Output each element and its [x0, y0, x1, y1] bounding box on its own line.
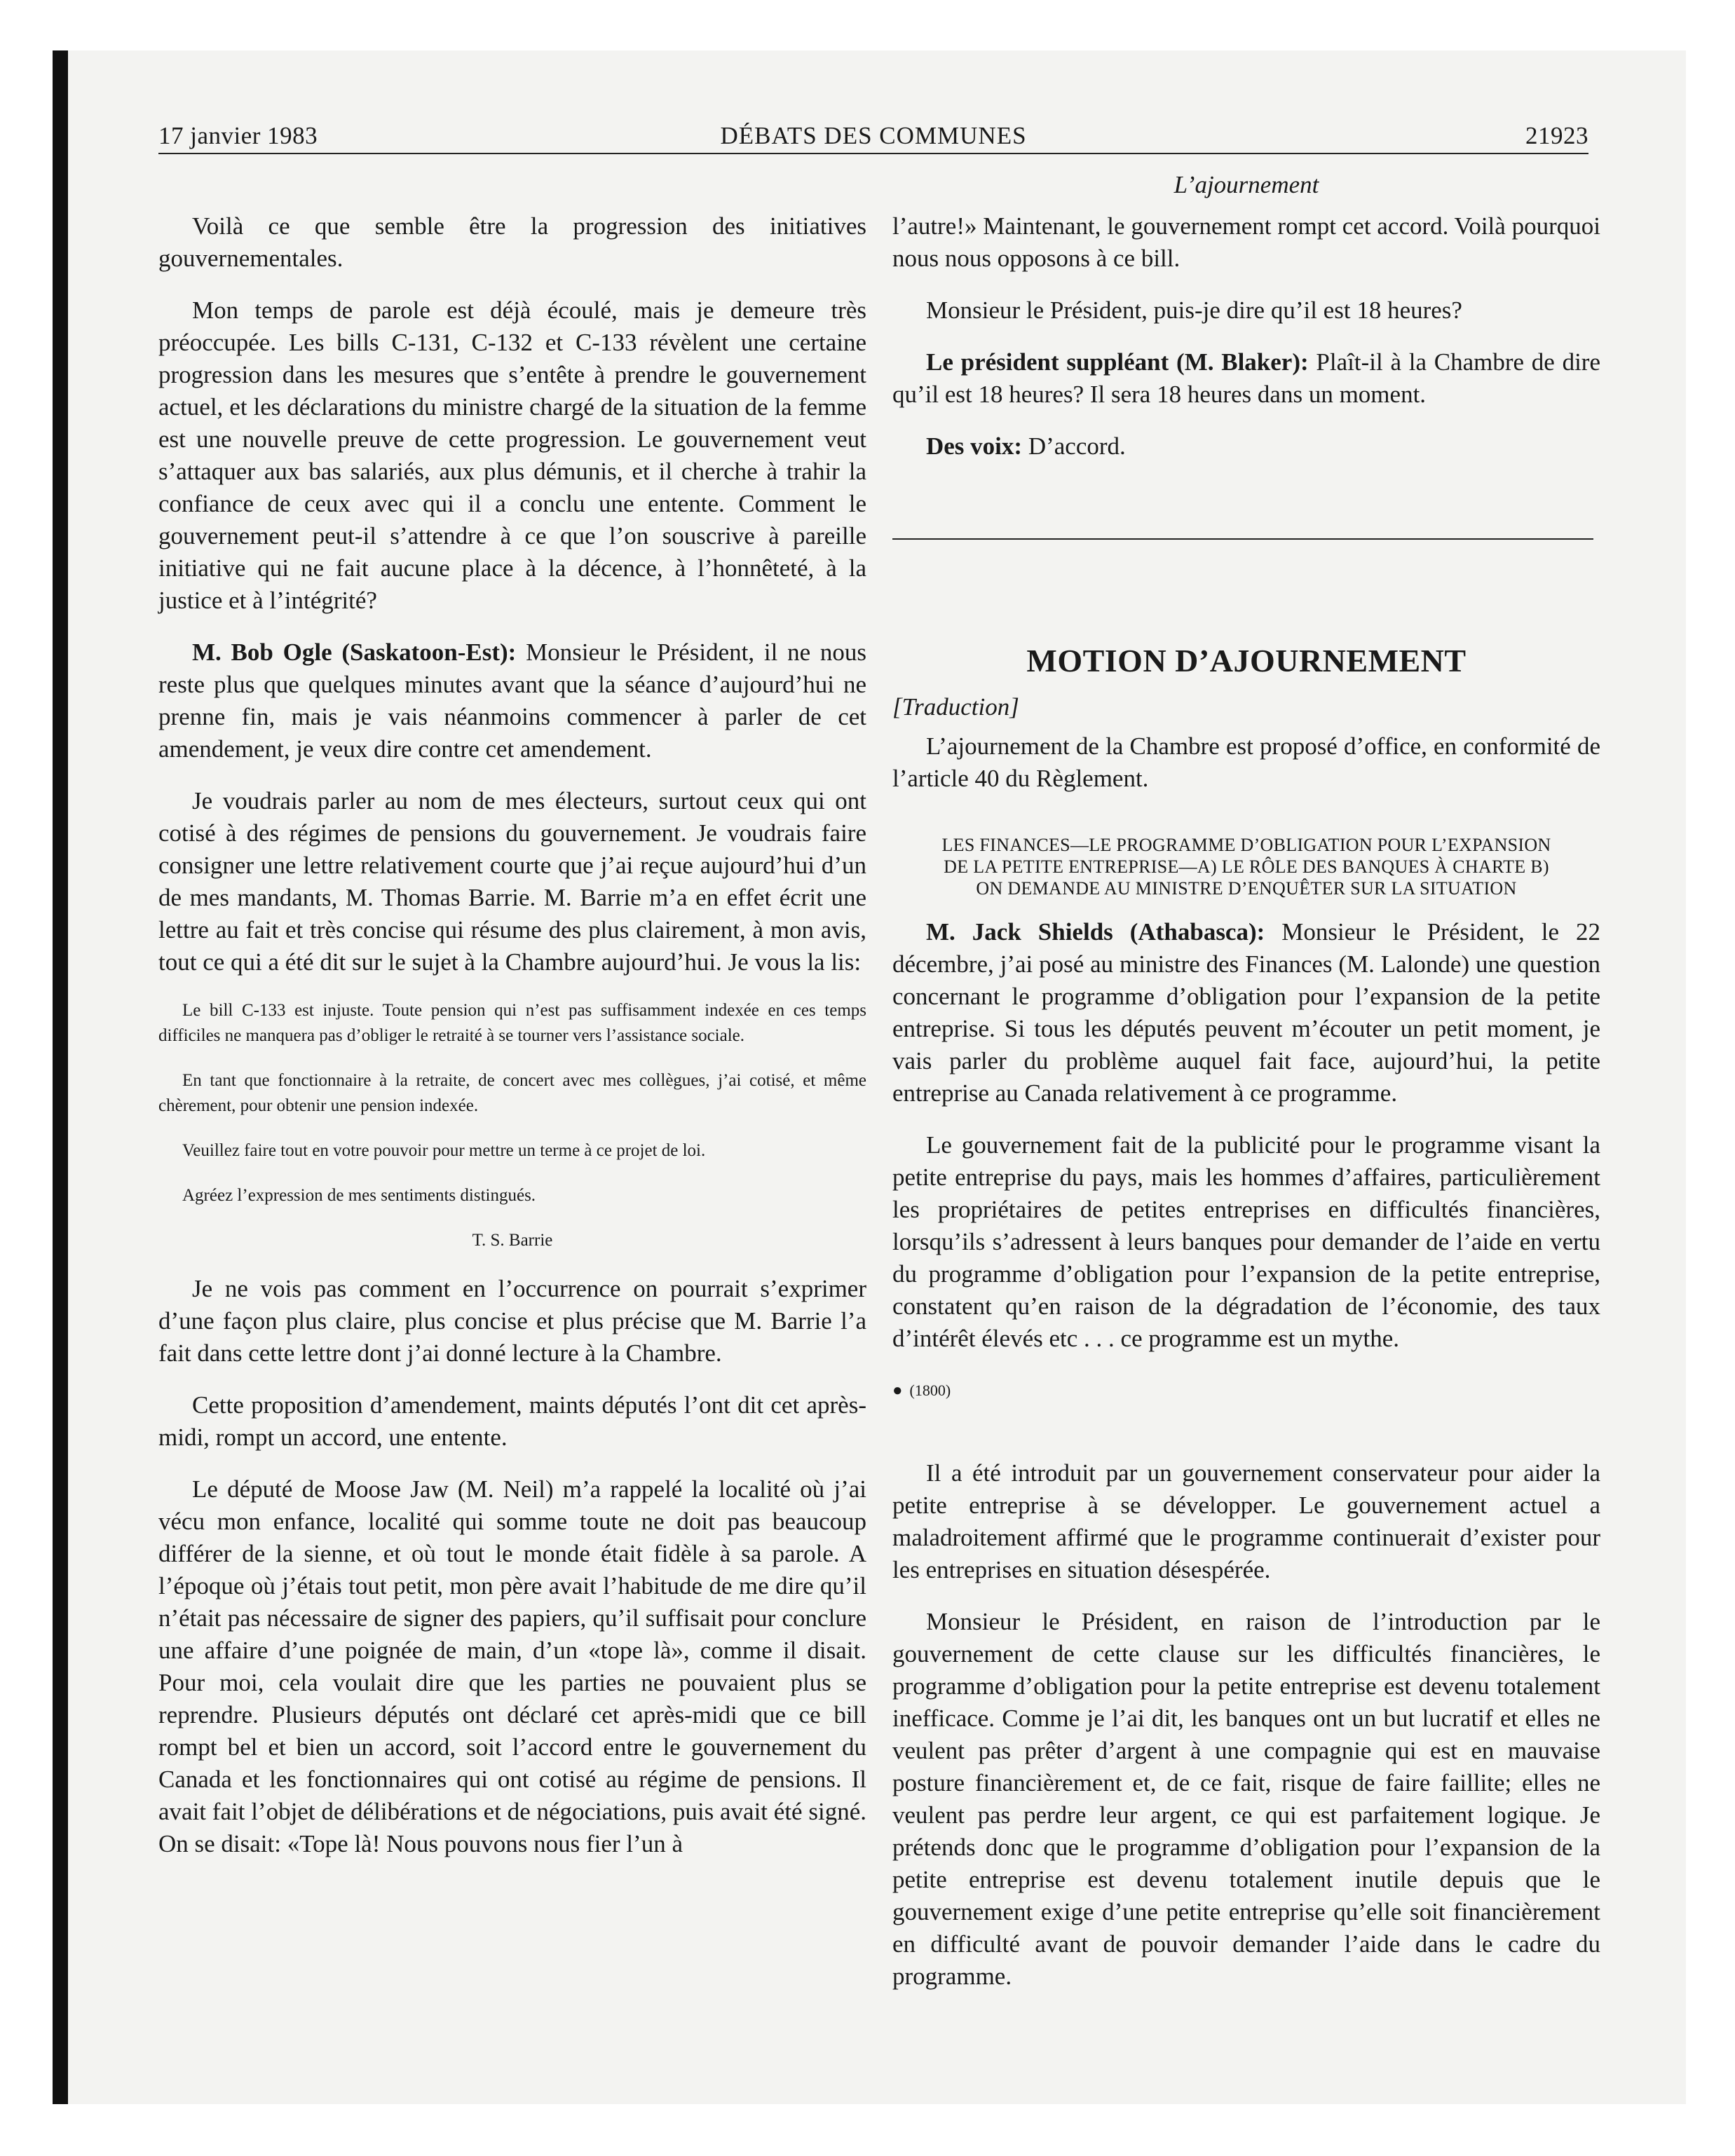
time-marker — [892, 1374, 1600, 1407]
paragraph: Je ne vois pas comment en l’occurrence on pourrait s’exprimer d’une façon plus claire, plus concise et plus précise que M. Barrie l’a fait dans cette lettre dont j’ai donné lecture à la Chambre. — [158, 1275, 866, 1367]
paragraph: Monsieur le Président, en raison de l’introduction par le gouvernement de cette clause sur les difficultés financières, le programme d’obligation pour la petite entreprise est devenu totalement inefficace. Comme je l’ai dit, les banques ont un but lucratif et elles ne veulent pas prêter d’argent à une compagnie qui est en mauvaise posture financièrement et, de ce fait, risque de faire faillite; elles ne veulent pas perdre leur argent, ce qui est parfaitement logique. Je prétends donc que le programme d’obligation pour l’expansion de la petite entreprise est devenu totalement inutile depuis que le gouvernement exige d’une petite entreprise qu’elle soit financièrement en difficulté avant de pouvoir demander l’aide dans le cadre du programme. — [892, 1608, 1600, 1990]
section-divider — [892, 538, 1593, 540]
speech-paragraph — [158, 636, 866, 765]
paragraph: l’autre!» Maintenant, le gouvernement rompt cet accord. Voilà pourquoi nous nous opposons à ce bill. — [892, 212, 1600, 272]
motion-heading: MOTION D’AJOURNEMENT — [1026, 643, 1467, 678]
letter-quote: Veuillez faire tout en votre pouvoir pour mettre un terme à ce projet de loi. — [182, 1141, 706, 1160]
paragraph: Le gouvernement fait de la publicité pour le programme visant la petite entreprise du pays, mais les hommes d’affaires, particulièrement les propriétaires de petites entreprises en difficultés financières, lorsqu’ils s’adressent à leurs banques pour demander de l’aide en vertu du programme d’obligation pour l’expansion de la petite entreprise, constatent qu’en raison de la dégradation de l’économie, des taux d’intérêt élevés etc . . . ce programme est un mythe. — [892, 1131, 1600, 1352]
topic-heading: LES FINANCES—LE PROGRAMME D’OBLIGATION POUR L’EXPANSION DE LA PETITE ENTREPRISE—A) LE RÔLE DES BANQUES À CHARTE B) ON DEMANDE AU MINISTRE D’ENQUÊTER SUR LA SITUATION — [941, 835, 1551, 899]
letter-signature: T. S. Barrie — [472, 1231, 553, 1250]
header-rule — [158, 153, 1588, 154]
speech-paragraph — [892, 346, 1600, 411]
translation-note: [Traduction] — [892, 693, 1019, 721]
paragraph: Monsieur le Président, puis-je dire qu’il est 18 heures? — [926, 296, 1462, 324]
header-date: 17 janvier 1983 — [158, 122, 318, 149]
binding-edge — [53, 50, 68, 2104]
paragraph: Le député de Moose Jaw (M. Neil) m’a rappelé la localité où j’ai vécu mon enfance, localité qui somme toute ne doit pas beaucoup différer de la sienne, et où tout le monde était fidèle à sa parole. A l’époque où j’étais tout petit, mon père avait l’habitude de me dire qu’il n’était pas nécessaire de signer des papiers, qu’il suffisait pour conclure une affaire d’une poignée de main, d’un «tope là», comme il disait. Pour moi, cela voulait dire que les parties ne pouvaient plus se reprendre. Plusieurs députés ont déclaré cet après-midi que ce bill rompt bel et bien un accord, soit l’accord entre le gouvernement du Canada et les fonctionnaires qui ont cotisé au régime de pensions. Il avait fait l’objet de délibérations et de négociations, puis avait été signé. On se disait: «Tope là! Nous pouvons nous fier l’un à — [158, 1475, 866, 1857]
paragraph: Mon temps de parole est déjà écoulé, mais je demeure très préoccupée. Les bills C-131, C-132 et C-133 révèlent une certaine progression dans les mesures que s’entête à prendre le gouvernement actuel, et les déclarations du ministre chargé de la situation de la femme est une nouvelle preuve de cette progression. Le gouvernement veut s’attaquer aux bas salariés, aux plus démunis, et il cherche à trahir la confiance de ceux avec qui il a conclu une entente. Comment le gouvernement peut-il s’attendre à ce que l’on souscrive à pareille initiative qui ne fait aucune place à la décence, à l’honnêteté, à la justice et à l’intégrité? — [158, 296, 866, 614]
speech-text: Monsieur le Président, le 22 décembre, j’ai posé au ministre des Finances (M. Lalonde) une question concernant le programme d’obligation pour l’expansion de la petite entreprise. Si tous les députés peuvent m’écouter un petit moment, je vais parler du problème auquel fait face, aujourd’hui, la petite entreprise au Canada relativement à ce programme. — [892, 918, 1600, 1107]
speech-text: D’accord. — [1022, 432, 1126, 460]
speech-paragraph — [892, 430, 1600, 463]
right-column — [892, 210, 1600, 2012]
speaker-name: M. Bob Ogle (Saskatoon-Est): — [192, 639, 517, 666]
speaker-name: M. Jack Shields (Athabasca): — [926, 918, 1265, 946]
speaker-name: Des voix: — [926, 432, 1023, 460]
paragraph: Voilà ce que semble être la progression des initiatives gouvernementales. — [158, 212, 866, 272]
speech-paragraph — [892, 916, 1600, 1110]
paragraph: Cette proposition d’amendement, maints députés l’ont dit cet après-midi, rompt un accord, une entente. — [158, 1391, 866, 1451]
left-column — [158, 210, 866, 1880]
running-header — [158, 119, 1588, 154]
speech-text: Plaît-il à la Chambre de dire qu’il est 18 heures? Il sera 18 heures dans un moment. — [892, 348, 1600, 408]
speech-text: Monsieur le Président, il ne nous reste plus que quelques minutes avant que la séance d’aujourd’hui ne prenne fin, mais je vais néanmoins commencer à parler de cet amendement, je veux dire contre cet amendement. — [158, 639, 867, 763]
paragraph: L’ajournement de la Chambre est proposé d’office, en conformité de l’article 40 du Règlement. — [892, 732, 1600, 792]
time-marker-text: (1800) — [909, 1381, 951, 1399]
letter-closing: Agréez l’expression de mes sentiments distingués. — [182, 1186, 536, 1205]
letter-quote: Le bill C-133 est injuste. Toute pension qui n’est pas suffisamment indexée en ces temps difficiles ne manquera pas d’obliger le retraité à se tourner vers l’assistance sociale. — [158, 1001, 866, 1045]
section-subhead: L’ajournement — [1173, 171, 1319, 198]
bullet-icon: ● — [892, 1381, 903, 1400]
paragraph: Il a été introduit par un gouvernement conservateur pour aider la petite entreprise à se développer. Le gouvernement actuel a maladroitement affirmé que le programme continuerait d’exister pour les entreprises en situation désespérée. — [892, 1459, 1600, 1583]
publication-title: DÉBATS DES COMMUNES — [720, 122, 1027, 149]
paragraph: Je voudrais parler au nom de mes électeurs, surtout ceux qui ont cotisé à des régimes de pensions du gouvernement. Je voudrais faire consigner une lettre relativement courte que j’ai reçue aujourd’hui d’un de mes mandants, M. Thomas Barrie. M. Barrie m’a en effet écrit une lettre au fait et très concise qui résume des plus clairement, à mon avis, tout ce qui a été dit sur le sujet à la Chambre aujourd’hui. Je vous la lis: — [158, 787, 866, 976]
page-number: 21923 — [1525, 122, 1588, 149]
speaker-name: Le président suppléant (M. Blaker): — [926, 348, 1309, 376]
letter-quote: En tant que fonctionnaire à la retraite, de concert avec mes collègues, j’ai cotisé, et même chèrement, pour obtenir une pension indexée. — [158, 1071, 866, 1115]
